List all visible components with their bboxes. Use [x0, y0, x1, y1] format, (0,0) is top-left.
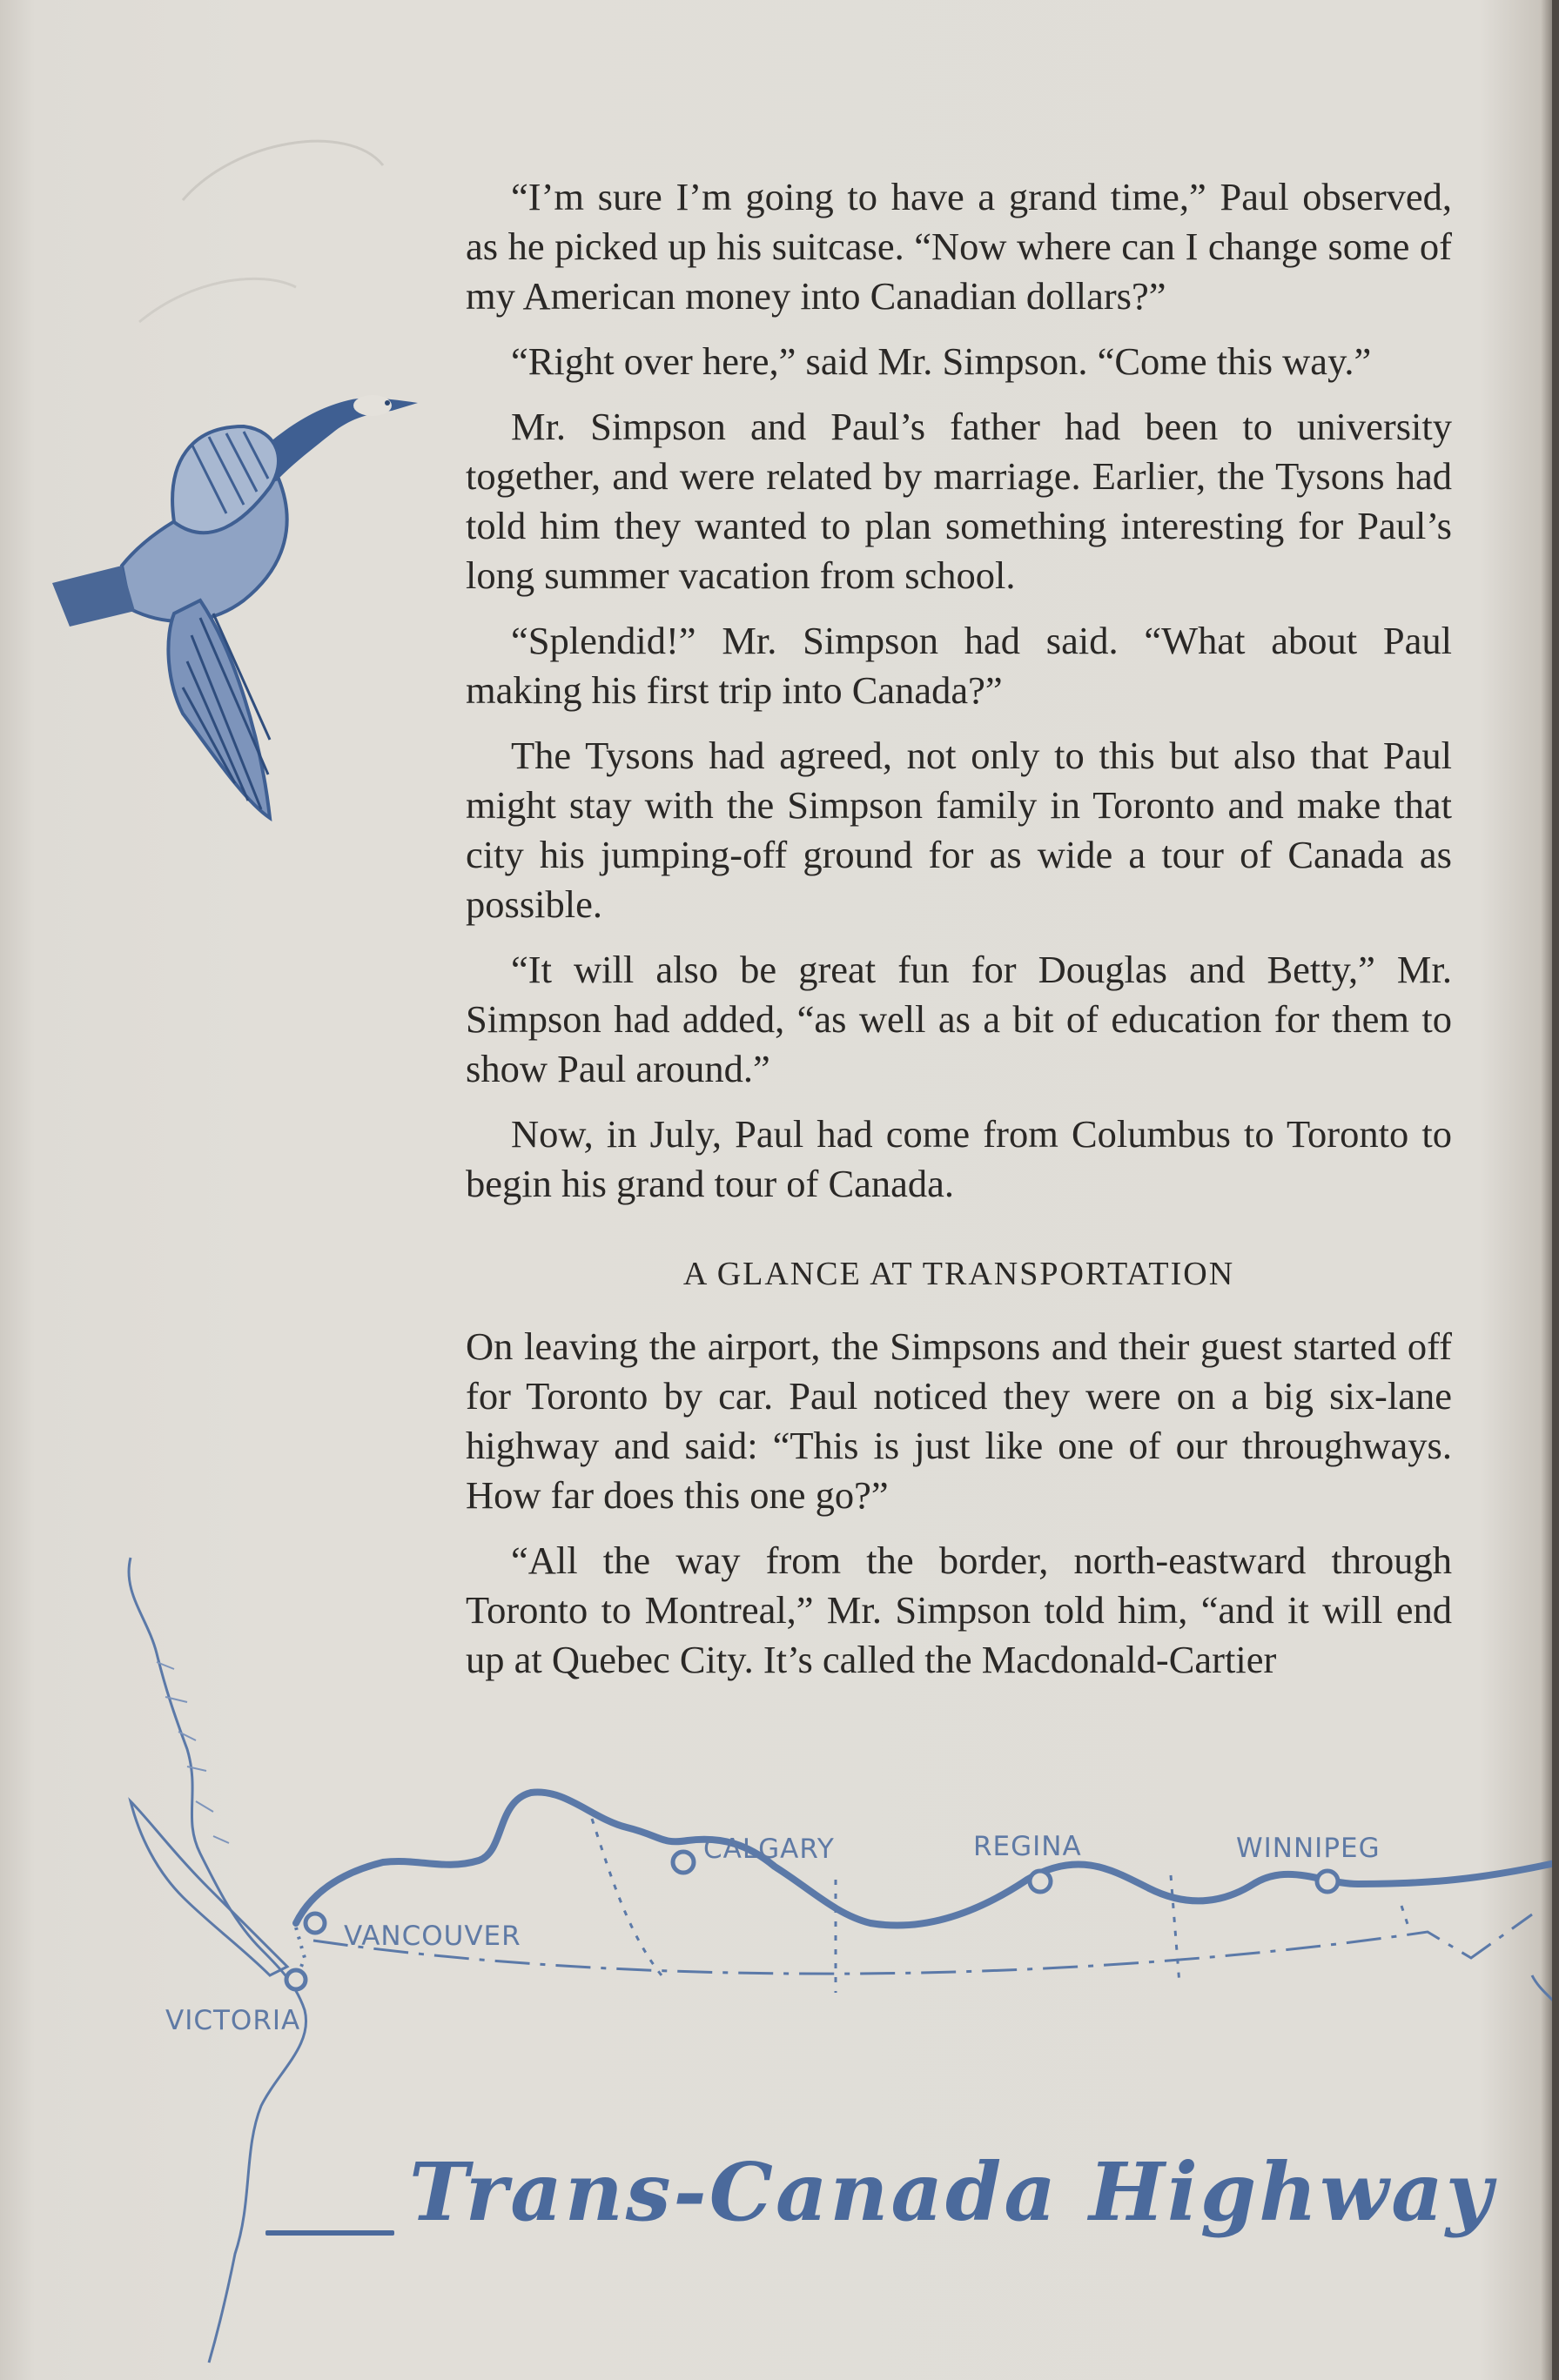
- paragraph: The Tysons had agreed, not only to this but also that Paul might stay with the Simpson family in Toronto and make that city his jumping-off ground for as wide a tour of Canada as possible.: [466, 734, 1452, 926]
- trans-canada-highway-map: [0, 1540, 1559, 2380]
- calgary-label: CALGARY: [703, 1834, 835, 1865]
- winnipeg-marker: [1317, 1871, 1338, 1892]
- regina-label: REGINA: [973, 1831, 1082, 1862]
- paragraph: “It will also be great fun for Douglas and Betty,” Mr. Simpson had added, “as well as a bit of education for them to show Paul around.”: [466, 948, 1452, 1090]
- title-dash: [265, 2230, 394, 2236]
- vancouver-marker: [306, 1914, 325, 1933]
- canada-goose-illustration: [35, 113, 453, 844]
- winnipeg-label: WINNIPEG: [1236, 1833, 1381, 1864]
- vancouver-island: [131, 1801, 287, 1975]
- paragraph: “All the way from the border, north-eastward through Toronto to Montreal,” Mr. Simpson told him, “and it will end up at Quebec City. It’s called the Macdonald-Cartier: [466, 1539, 1452, 1681]
- paragraph: “Right over here,” said Mr. Simpson. “Come this way.”: [511, 339, 1372, 383]
- paragraph: “I’m sure I’m going to have a grand time,” Paul observed, as he picked up his suitcase. “Now where can I change some of my American money into Canadian dollars?”: [466, 175, 1452, 318]
- paragraph: Now, in July, Paul had come from Columbus to Toronto to begin his grand tour of Canada.: [466, 1112, 1452, 1205]
- paragraph: “Splendid!” Mr. Simpson had said. “What about Paul making his first trip into Canada?”: [466, 619, 1452, 712]
- text-column: [466, 172, 1452, 1700]
- paragraph: On leaving the airport, the Simpsons and their guest started off for Toronto by car. Paul noticed they were on a big six-lane highway and said: “This is just like one of our throughways. How far does this one go?”: [466, 1324, 1452, 1517]
- paragraph: Mr. Simpson and Paul’s father had been to university together, and were related by marriage. Earlier, the Tysons had told him they wanted to plan something interesting for Paul’s long summer vacation from school.: [466, 405, 1452, 597]
- calgary-marker: [673, 1852, 694, 1873]
- page-edge: [1552, 0, 1559, 2380]
- victoria-label: VICTORIA: [165, 2005, 301, 2036]
- section-heading: A GLANCE AT TRANSPORTATION: [682, 1256, 1235, 1292]
- regina-marker: [1030, 1871, 1051, 1892]
- map-title: Trans-Canada Highway: [409, 2145, 1495, 2239]
- vancouver-label: VANCOUVER: [344, 1921, 521, 1952]
- victoria-marker: [286, 1970, 306, 1989]
